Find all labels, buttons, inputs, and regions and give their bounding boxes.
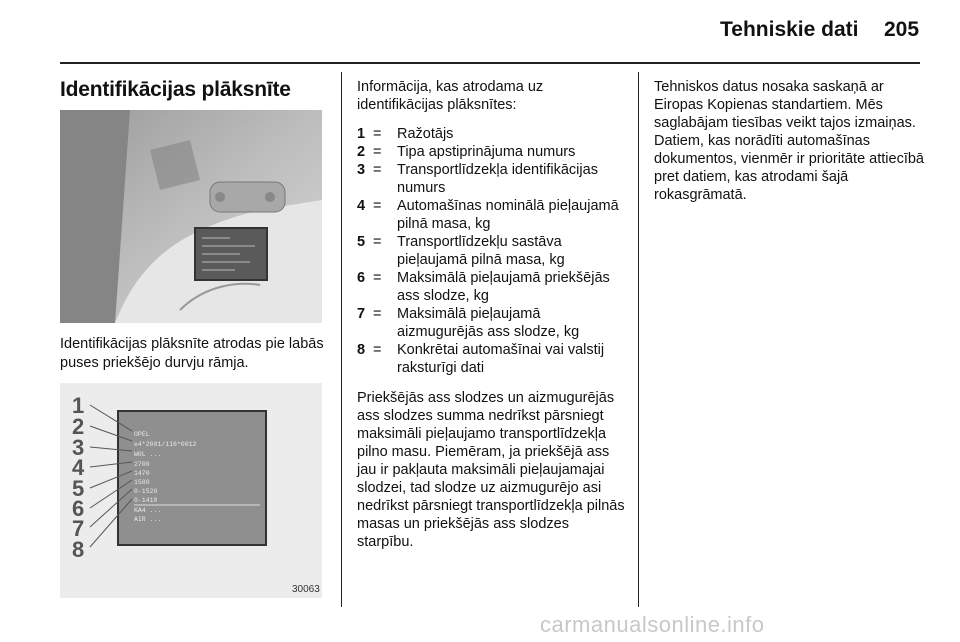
item-equals: = xyxy=(373,234,382,250)
item-number: 3 xyxy=(357,162,366,178)
list-item xyxy=(357,161,629,197)
plate-line-2: e4*2001/116*0012 xyxy=(134,441,197,448)
item-number: 4 xyxy=(357,198,366,214)
item-number: 5 xyxy=(357,234,366,250)
plate-info-column xyxy=(357,78,629,551)
plate-line-4: 2700 xyxy=(134,461,150,468)
plate-line-6: 1580 xyxy=(134,479,150,486)
list-item xyxy=(357,305,629,341)
figure-code: 30063 xyxy=(292,584,320,595)
item-equals: = xyxy=(373,342,382,358)
item-text: Maksimālā pieļaujamā aizmugurējās ass slodze, kg xyxy=(397,306,580,340)
item-equals: = xyxy=(373,126,382,142)
item-number: 7 xyxy=(357,306,366,322)
item-text: Transportlīdzekļa identifikācijas numurs xyxy=(397,162,598,196)
list-item xyxy=(357,233,629,269)
header-title: Tehniskie dati xyxy=(720,18,859,41)
item-equals: = xyxy=(373,306,382,322)
page-number: 205 xyxy=(884,18,920,41)
item-equals: = xyxy=(373,198,382,214)
identification-plate-figure xyxy=(60,383,322,598)
callout-4: 4 xyxy=(72,455,85,480)
item-text: Automašīnas nominālā pieļaujamā pilnā masa, kg xyxy=(397,198,619,232)
callout-7: 7 xyxy=(72,516,85,541)
item-text: Tipa apstiprinājuma numurs xyxy=(397,144,576,160)
section-title: Identifikācijas plāksnīte xyxy=(60,78,291,101)
item-equals: = xyxy=(373,162,382,178)
plate-info-list xyxy=(357,125,629,377)
list-item xyxy=(357,143,629,161)
plate-line-9: KA4 ... xyxy=(134,507,162,514)
callout-3: 3 xyxy=(72,435,85,460)
callout-2: 2 xyxy=(72,414,85,439)
standards-paragraph: Tehniskos datus nosaka saskaņā ar Eiropas Kopienas standartiem. Mēs saglabājam tiesības veikt tajos izmaiņas. Datiem, kas norādīti automašīnas dokumentos, vienmēr ir prioritāte attiecībā pret datiem, kas atrodami šajā rokasgrāmatā. xyxy=(654,79,924,203)
header-divider xyxy=(60,62,920,64)
item-equals: = xyxy=(373,270,382,286)
callout-5: 5 xyxy=(72,476,85,501)
column-divider-1 xyxy=(341,72,342,607)
door-frame-photo xyxy=(60,110,322,323)
column-divider-2 xyxy=(638,72,639,607)
list-item xyxy=(357,125,629,143)
axle-load-paragraph: Priekšējās ass slodzes un aizmugurējās ass slodzes summa nedrīkst pārsniegt maksimāli pieļaujamo transportlīdzekļa pilno masu. Piemēram, ja priekšējā ass jau ir pakļauta maksimāli pieļaujamajai slodzei, tad slodze uz aizmugurējo asi nedrīkst pārsniegt transportlīdzekļa pilnās masas un priekšējās ass slodzes starpību. xyxy=(357,390,625,550)
plate-line-10: AIR ... xyxy=(134,516,162,523)
plate-line-8: 0-1410 xyxy=(134,497,158,504)
item-text: Ražotājs xyxy=(397,126,454,142)
item-number: 2 xyxy=(357,144,366,160)
plate-line-1: OPEL xyxy=(134,431,150,438)
item-number: 6 xyxy=(357,270,366,286)
plate-line-7: 0-1520 xyxy=(134,488,158,495)
item-text: Konkrētai automašīnai vai valstij raksturīgi dati xyxy=(397,342,605,376)
watermark: carmanualsonline.info xyxy=(540,612,765,637)
item-text: Maksimālā pieļaujamā priekšējās ass slodze, kg xyxy=(397,270,610,304)
caption: Identifikācijas plāksnīte atrodas pie labās puses priekšējo durvju rāmja. xyxy=(60,336,324,371)
list-item xyxy=(357,269,629,305)
plate-line-5: 1470 xyxy=(134,470,150,477)
callout-8: 8 xyxy=(72,537,85,562)
item-number: 1 xyxy=(357,126,366,142)
item-number: 8 xyxy=(357,342,366,358)
list-item xyxy=(357,341,629,377)
intro-text: Informācija, kas atrodama uz identifikācijas plāksnītes: xyxy=(357,79,544,113)
item-text: Transportlīdzekļu sastāva pieļaujamā pilnā masa, kg xyxy=(397,234,565,268)
list-item xyxy=(357,197,629,233)
plate-line-3: W0L ... xyxy=(134,451,162,458)
callout-6: 6 xyxy=(72,496,85,521)
item-equals: = xyxy=(373,144,382,160)
callout-1: 1 xyxy=(72,393,85,418)
